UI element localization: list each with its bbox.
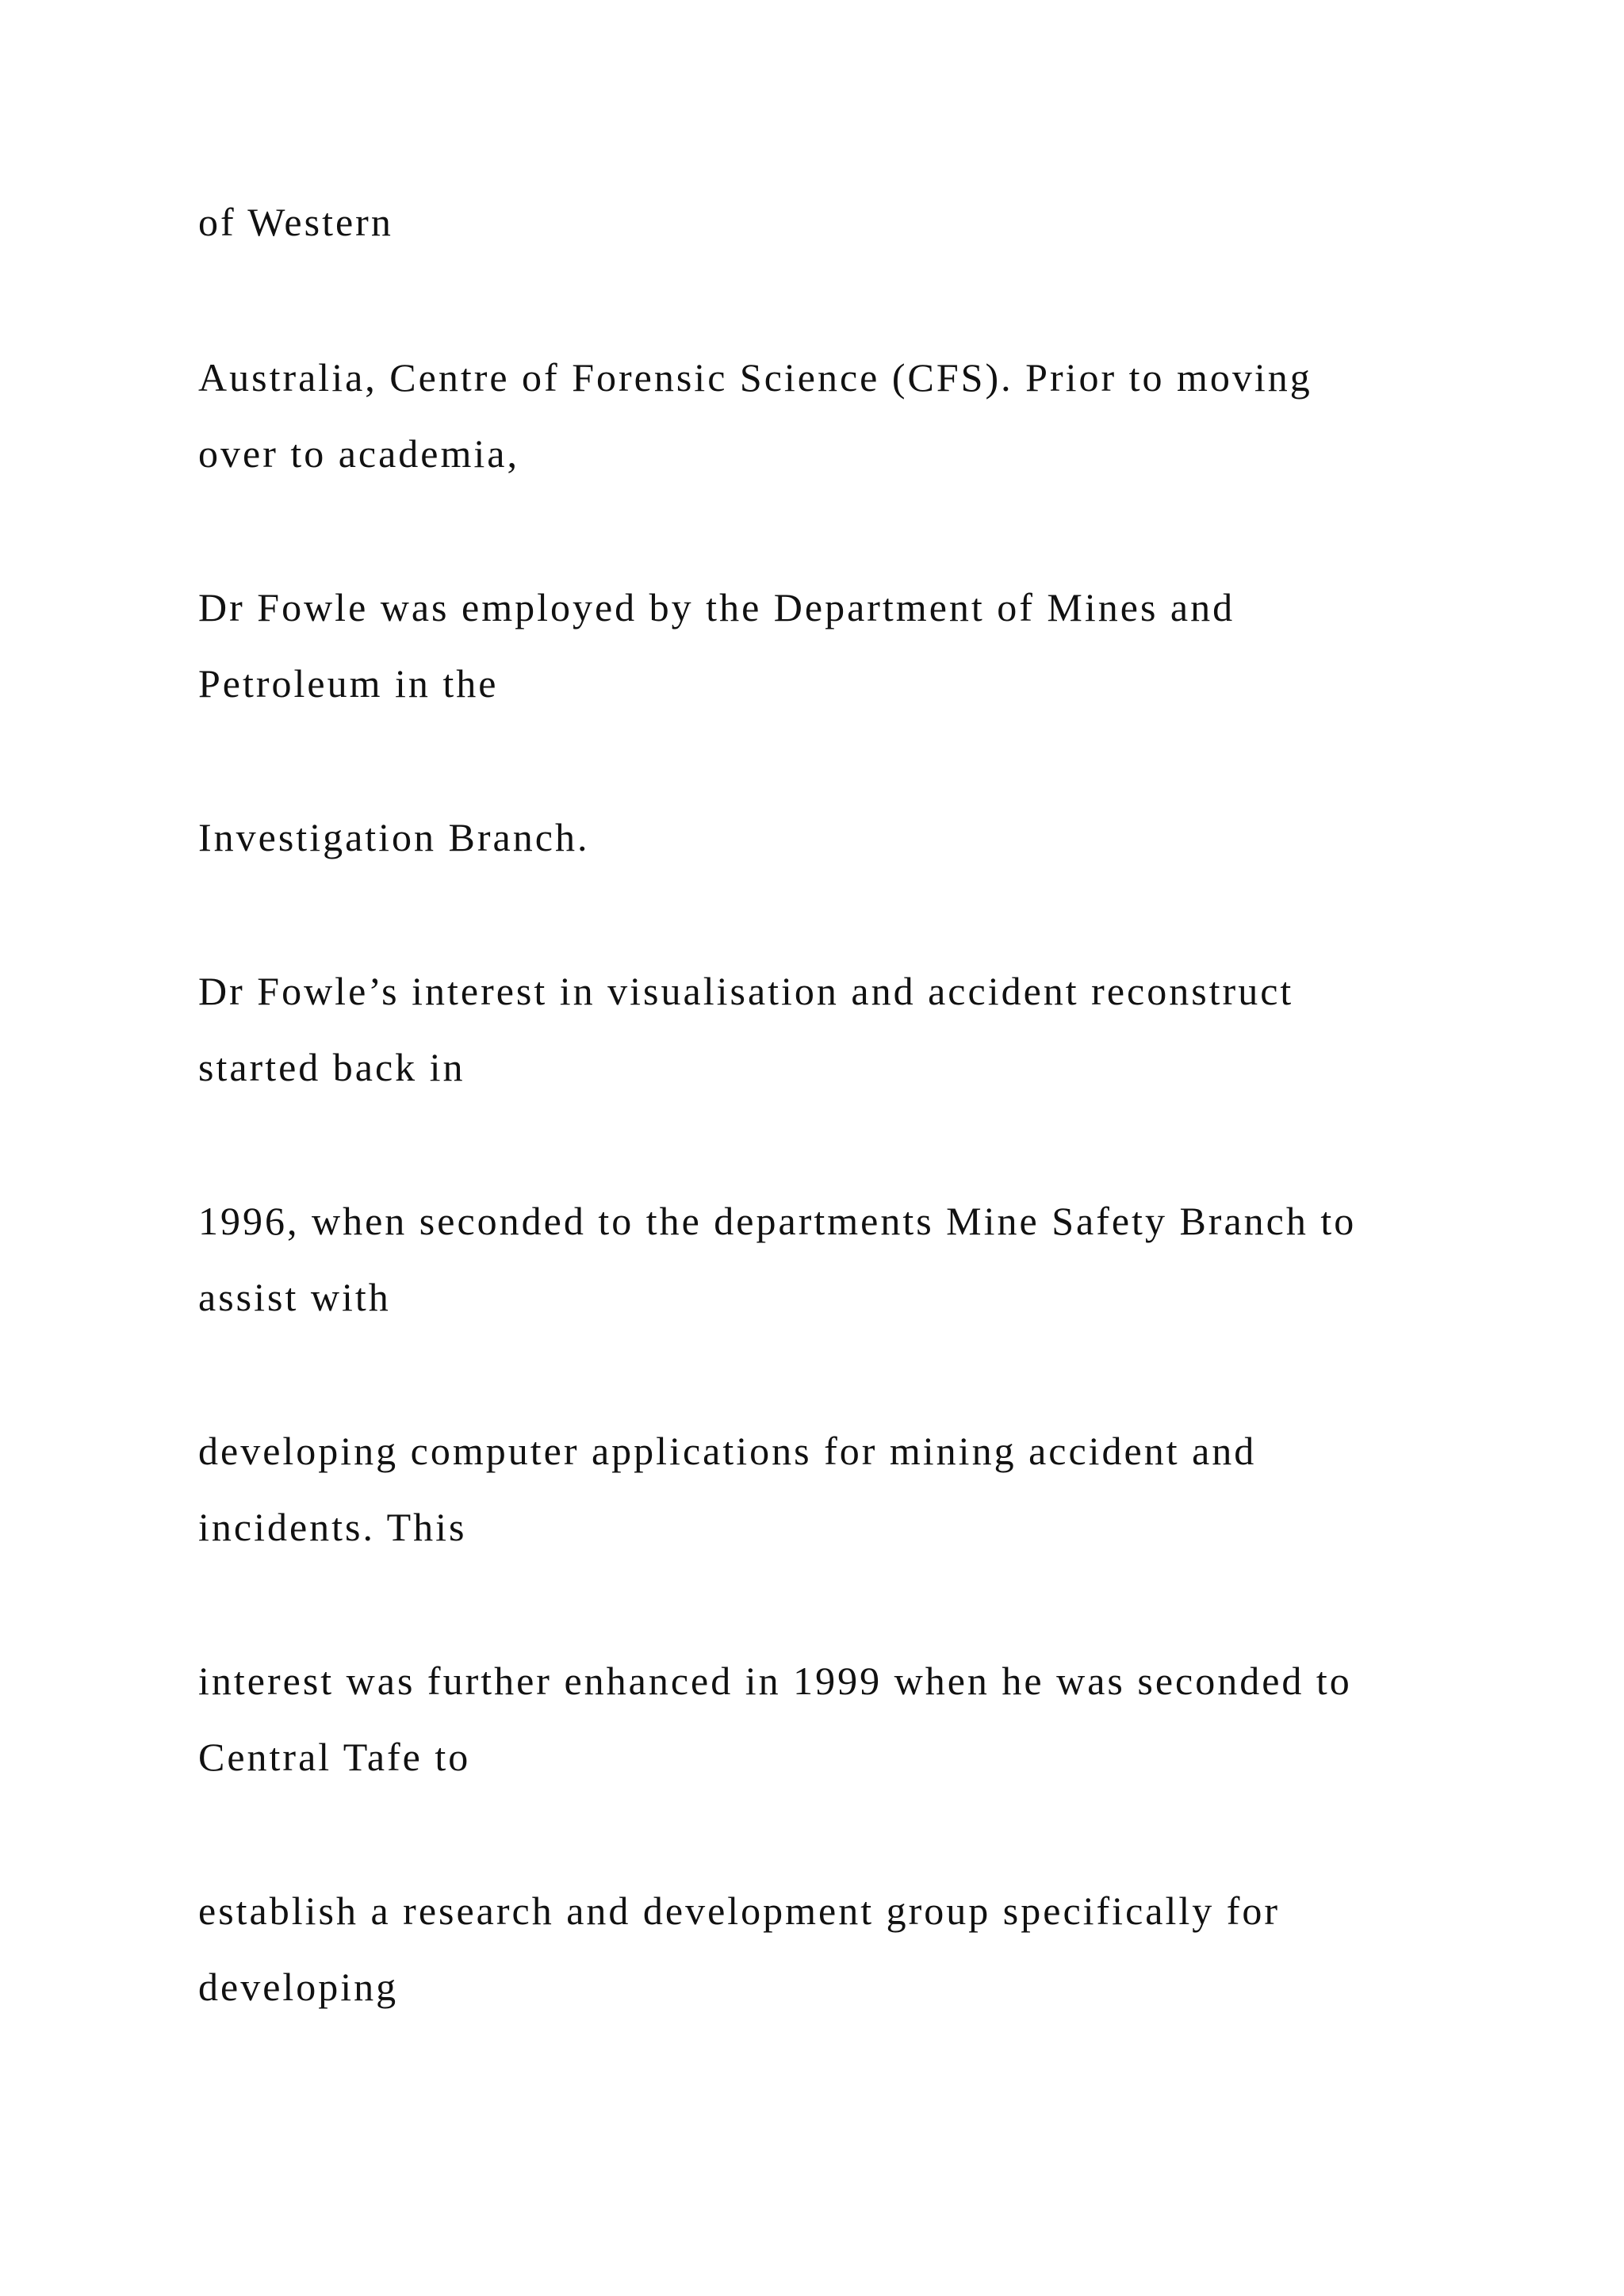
text-line: of Western bbox=[198, 200, 393, 244]
text-line: Australia, Centre of Forensic Science (CFS). Prior to moving bbox=[198, 355, 1312, 400]
text-line: Central Tafe to bbox=[198, 1735, 471, 1779]
text-line: Dr Fowle’s interest in visualisation and accident reconstruct bbox=[198, 969, 1294, 1013]
text-line: Petroleum in the bbox=[198, 661, 499, 706]
text-line: establish a research and development group specifically for bbox=[198, 1888, 1281, 1933]
text-line: started back in bbox=[198, 1045, 465, 1089]
text-line: Dr Fowle was employed by the Department of Mines and bbox=[198, 585, 1235, 629]
text-line: incidents. This bbox=[198, 1505, 467, 1549]
text-line: assist with bbox=[198, 1275, 391, 1319]
text-line: over to academia, bbox=[198, 431, 519, 476]
text-line: developing computer applications for mining accident and bbox=[198, 1429, 1257, 1473]
text-line: interest was further enhanced in 1999 when he was seconded to bbox=[198, 1659, 1352, 1703]
text-line: Investigation Branch. bbox=[198, 815, 590, 859]
text-line: 1996, when seconded to the departments Mine Safety Branch to bbox=[198, 1199, 1357, 1243]
text-line: developing bbox=[198, 1965, 399, 2009]
